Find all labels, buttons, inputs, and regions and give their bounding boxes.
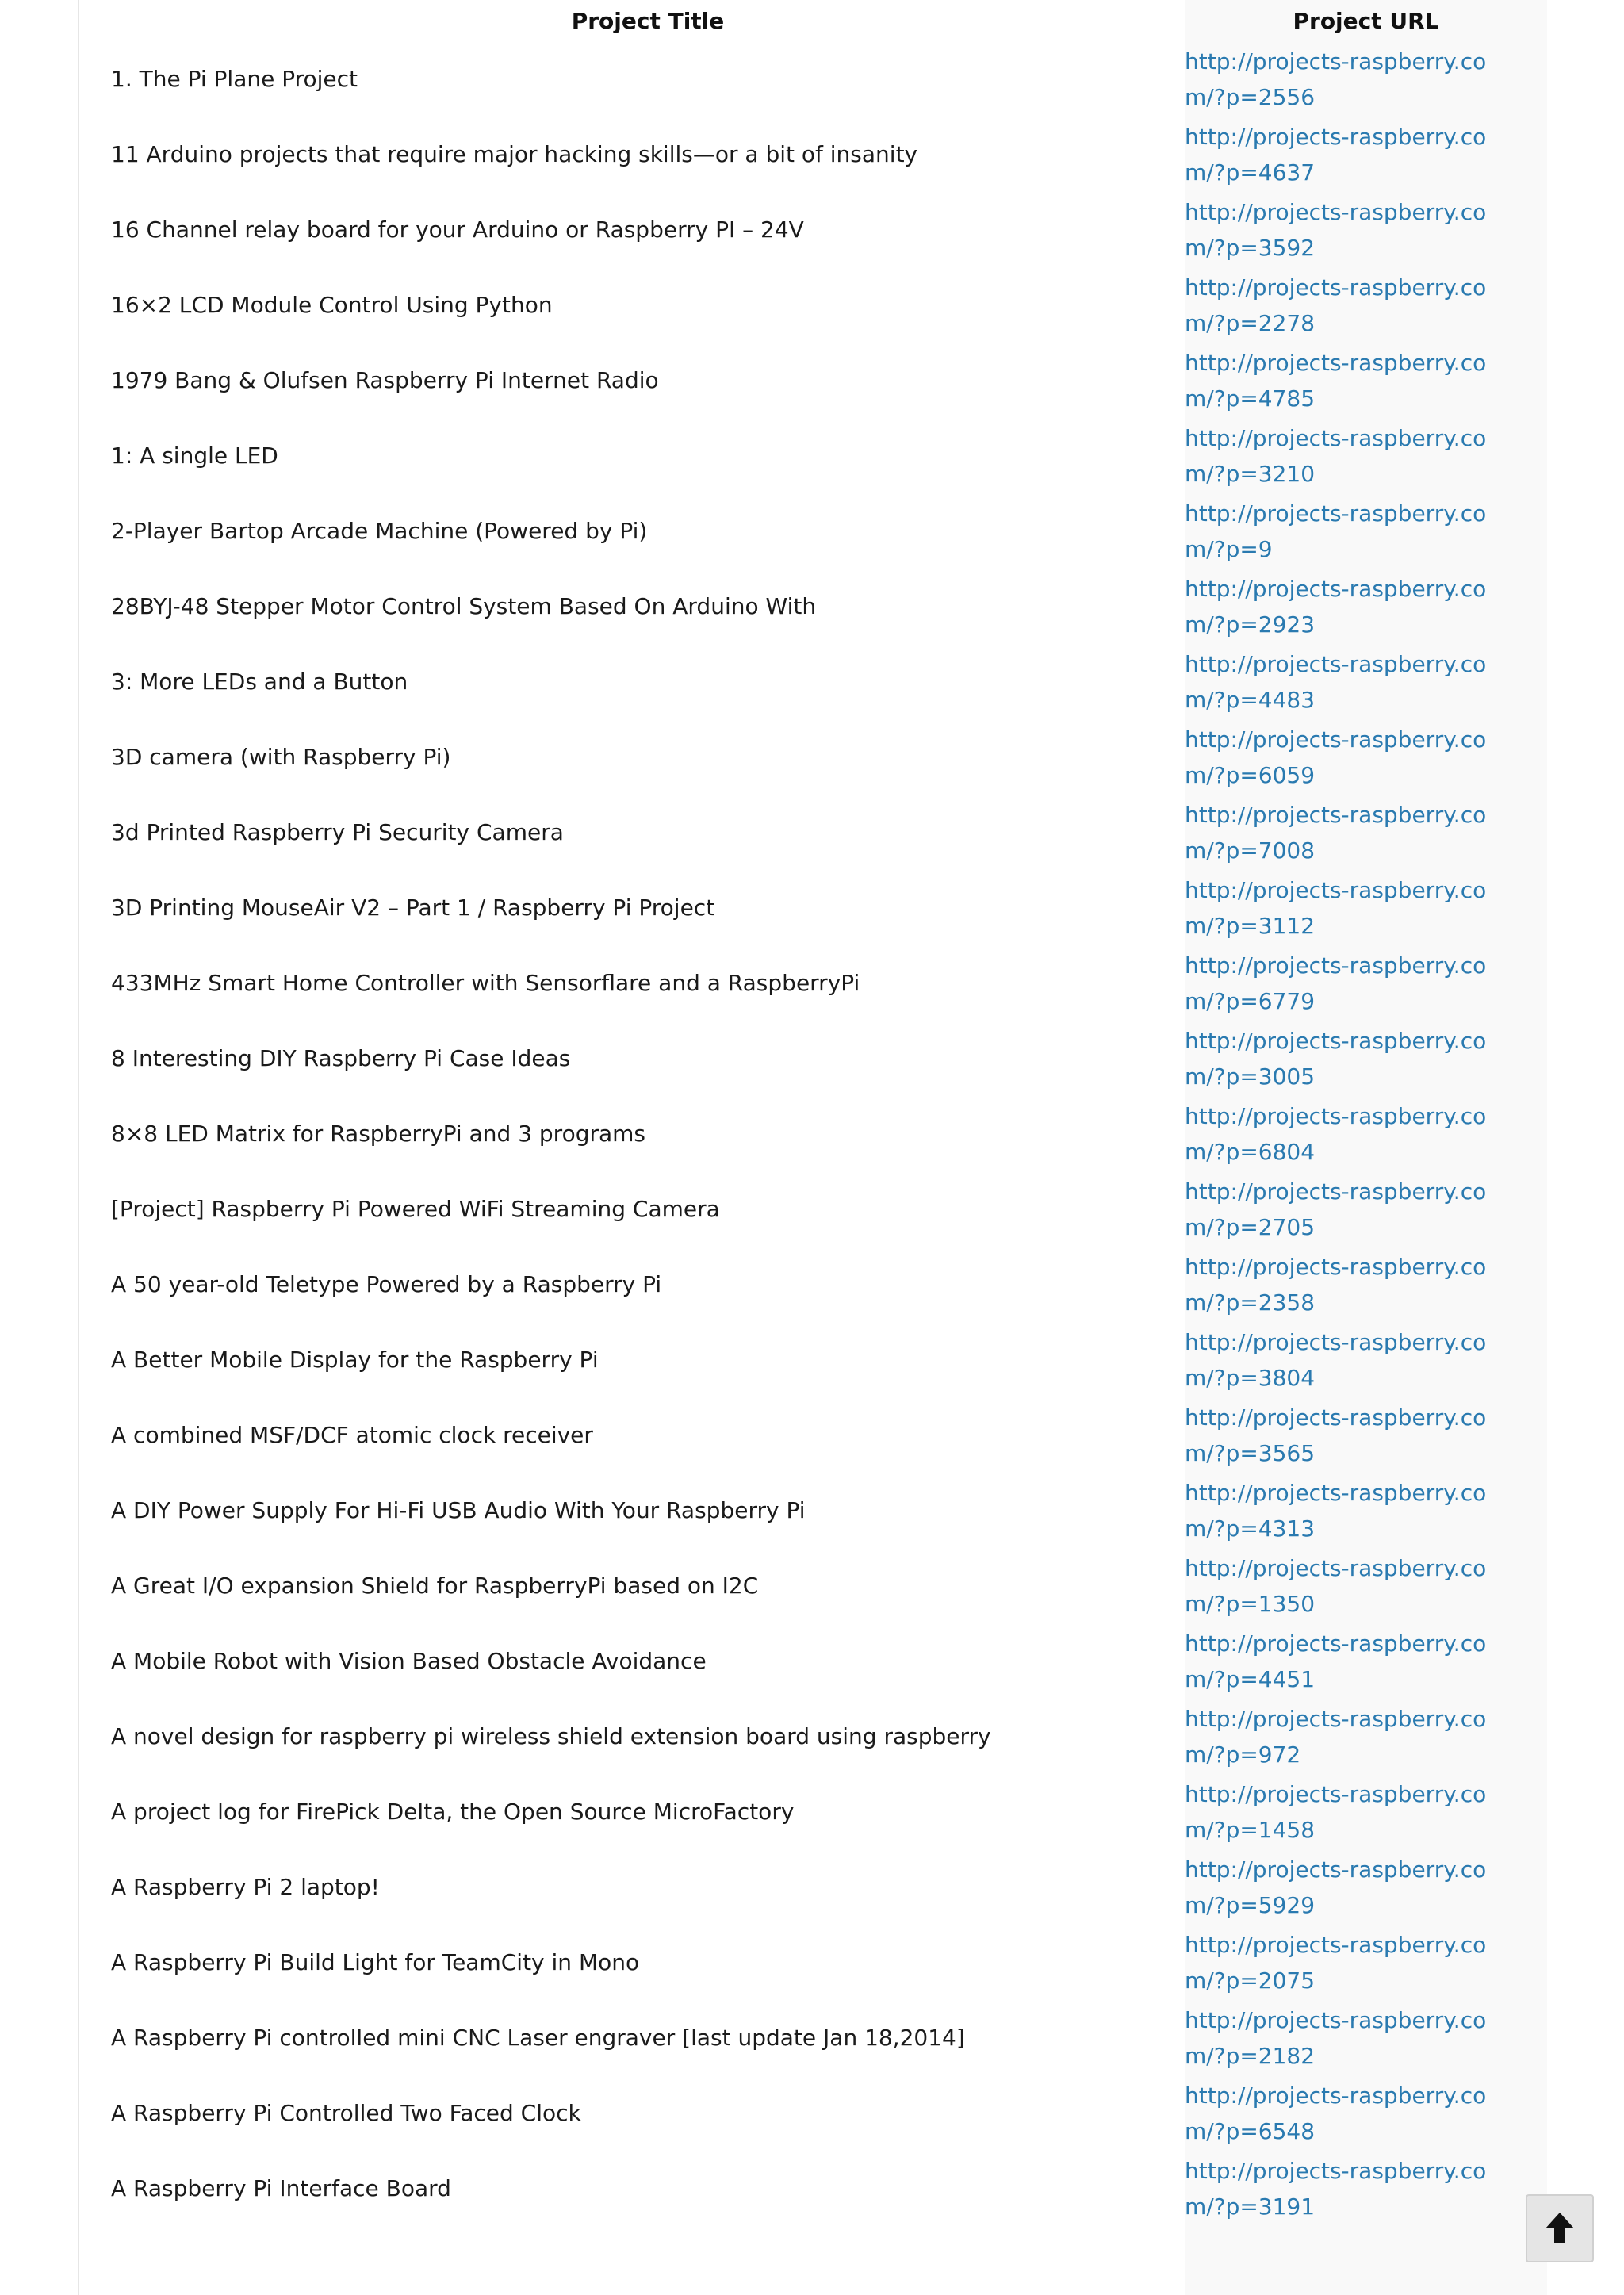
project-url-link[interactable]: http://projects-raspberry.com/?p=3210 <box>1185 424 1487 487</box>
project-url-cell <box>1185 1322 1547 1397</box>
table-row <box>79 1021 1547 1096</box>
project-url-cell <box>1185 2000 1547 2075</box>
project-title-cell: 8×8 LED Matrix for RaspberryPi and 3 programs <box>111 1121 646 1147</box>
project-url-link[interactable]: http://projects-raspberry.com/?p=6548 <box>1185 2082 1487 2144</box>
table-row <box>79 644 1547 719</box>
project-url-link[interactable]: http://projects-raspberry.com/?p=4313 <box>1185 1479 1487 1542</box>
table-row <box>79 2075 1547 2151</box>
table-row <box>79 1096 1547 1171</box>
project-url-cell <box>1185 117 1547 192</box>
table-row <box>79 945 1547 1021</box>
project-url-link[interactable]: http://projects-raspberry.com/?p=4785 <box>1185 349 1487 412</box>
table-row <box>79 1925 1547 2000</box>
project-url-link[interactable]: http://projects-raspberry.com/?p=5929 <box>1185 1856 1487 1918</box>
project-title-cell: A Raspberry Pi controlled mini CNC Laser engraver [last update Jan 18,2014] <box>111 2025 965 2051</box>
project-title-cell: A project log for FirePick Delta, the Open Source MicroFactory <box>111 1799 795 1825</box>
project-url-cell <box>1185 1699 1547 1774</box>
project-url-cell <box>1185 2151 1547 2226</box>
project-url-cell <box>1185 644 1547 719</box>
table-row <box>79 117 1547 192</box>
table-row <box>79 1774 1547 1849</box>
project-url-link[interactable]: http://projects-raspberry.com/?p=6779 <box>1185 952 1487 1014</box>
project-url-link[interactable]: http://projects-raspberry.com/?p=2075 <box>1185 1931 1487 1994</box>
project-url-link[interactable]: http://projects-raspberry.com/?p=2556 <box>1185 48 1487 110</box>
project-title-cell: [Project] Raspberry Pi Powered WiFi Streaming Camera <box>111 1196 720 1222</box>
project-url-cell <box>1185 719 1547 795</box>
project-url-cell <box>1185 192 1547 267</box>
table-header-row <box>79 0 1547 41</box>
project-title-cell: A DIY Power Supply For Hi-Fi USB Audio With Your Raspberry Pi <box>111 1497 806 1523</box>
project-title-cell: 8 Interesting DIY Raspberry Pi Case Ideas <box>111 1045 571 1071</box>
table-row <box>79 2000 1547 2075</box>
scroll-to-top-button[interactable] <box>1526 2194 1594 2262</box>
table-row <box>79 870 1547 945</box>
project-url-cell <box>1185 267 1547 343</box>
table-row <box>79 569 1547 644</box>
project-url-link[interactable]: http://projects-raspberry.com/?p=7008 <box>1185 801 1487 864</box>
table-row <box>79 1397 1547 1473</box>
project-title-cell: 11 Arduino projects that require major hacking skills—or a bit of insanity <box>111 141 918 167</box>
project-title-cell: 16 Channel relay board for your Arduino or Raspberry PI – 24V <box>111 216 804 243</box>
project-url-link[interactable]: http://projects-raspberry.com/?p=3592 <box>1185 198 1487 261</box>
arrow-up-icon <box>1544 2211 1576 2246</box>
project-title-cell: A Better Mobile Display for the Raspberry Pi <box>111 1347 599 1373</box>
table-row <box>79 1623 1547 1699</box>
project-title-cell: 3D Printing MouseAir V2 – Part 1 / Raspberry Pi Project <box>111 895 715 921</box>
project-title-cell: 2-Player Bartop Arcade Machine (Powered by Pi) <box>111 518 648 544</box>
project-title-cell: A combined MSF/DCF atomic clock receiver <box>111 1422 593 1448</box>
header-project-title: Project Title <box>571 7 725 34</box>
project-url-cell <box>1185 2075 1547 2151</box>
project-url-link[interactable]: http://projects-raspberry.com/?p=1350 <box>1185 1554 1487 1617</box>
projects-table <box>79 0 1547 2226</box>
project-url-cell <box>1185 493 1547 569</box>
project-title-cell: A novel design for raspberry pi wireless shield extension board using raspberry <box>111 1723 991 1749</box>
project-url-link[interactable]: http://projects-raspberry.com/?p=972 <box>1185 1705 1487 1768</box>
table-row <box>79 343 1547 418</box>
table-row <box>79 493 1547 569</box>
project-title-cell: A Raspberry Pi Build Light for TeamCity in Mono <box>111 1949 640 1975</box>
table-row <box>79 795 1547 870</box>
table-row <box>79 1473 1547 1548</box>
project-title-cell: 3d Printed Raspberry Pi Security Camera <box>111 819 564 845</box>
project-url-link[interactable]: http://projects-raspberry.com/?p=4483 <box>1185 650 1487 713</box>
header-project-url: Project URL <box>1293 7 1439 34</box>
project-title-cell: 1979 Bang & Olufsen Raspberry Pi Internet Radio <box>111 367 659 393</box>
table-row <box>79 418 1547 493</box>
project-url-link[interactable]: http://projects-raspberry.com/?p=3191 <box>1185 2157 1487 2220</box>
project-title-cell: A Great I/O expansion Shield for RaspberryPi based on I2C <box>111 1573 759 1599</box>
project-title-cell: A Raspberry Pi 2 laptop! <box>111 1874 380 1900</box>
project-url-cell <box>1185 1247 1547 1322</box>
project-url-link[interactable]: http://projects-raspberry.com/?p=9 <box>1185 500 1487 562</box>
project-url-link[interactable]: http://projects-raspberry.com/?p=4451 <box>1185 1630 1487 1692</box>
project-title-cell: 433MHz Smart Home Controller with Sensorflare and a RaspberryPi <box>111 970 860 996</box>
project-url-link[interactable]: http://projects-raspberry.com/?p=2278 <box>1185 274 1487 336</box>
project-url-link[interactable]: http://projects-raspberry.com/?p=1458 <box>1185 1780 1487 1843</box>
project-title-cell: 3: More LEDs and a Button <box>111 669 408 695</box>
project-url-link[interactable]: http://projects-raspberry.com/?p=3112 <box>1185 876 1487 939</box>
table-row <box>79 192 1547 267</box>
project-url-cell <box>1185 1849 1547 1925</box>
project-title-cell: A Mobile Robot with Vision Based Obstacle Avoidance <box>111 1648 707 1674</box>
project-url-link[interactable]: http://projects-raspberry.com/?p=2923 <box>1185 575 1487 638</box>
project-url-cell <box>1185 1473 1547 1548</box>
table-row <box>79 267 1547 343</box>
project-url-cell <box>1185 945 1547 1021</box>
content-panel <box>78 0 1547 2295</box>
project-url-cell <box>1185 1548 1547 1623</box>
project-url-link[interactable]: http://projects-raspberry.com/?p=3565 <box>1185 1404 1487 1466</box>
project-url-cell <box>1185 1397 1547 1473</box>
project-title-cell: 16×2 LCD Module Control Using Python <box>111 292 553 318</box>
project-url-cell <box>1185 1021 1547 1096</box>
table-row <box>79 1849 1547 1925</box>
table-row <box>79 1247 1547 1322</box>
table-row <box>79 719 1547 795</box>
project-title-cell: A 50 year-old Teletype Powered by a Raspberry Pi <box>111 1271 662 1297</box>
table-row <box>79 41 1547 117</box>
project-title-cell: 28BYJ-48 Stepper Motor Control System Based On Arduino With <box>111 593 817 619</box>
table-row <box>79 1548 1547 1623</box>
project-url-link[interactable]: http://projects-raspberry.com/?p=2705 <box>1185 1178 1487 1240</box>
table-row <box>79 1171 1547 1247</box>
project-url-cell <box>1185 1096 1547 1171</box>
project-url-link[interactable]: http://projects-raspberry.com/?p=2182 <box>1185 2006 1487 2069</box>
project-url-cell <box>1185 1774 1547 1849</box>
project-url-cell <box>1185 870 1547 945</box>
table-row <box>79 1699 1547 1774</box>
table-row <box>79 2151 1547 2226</box>
project-url-link[interactable]: http://projects-raspberry.com/?p=4637 <box>1185 123 1487 186</box>
project-title-cell: 3D camera (with Raspberry Pi) <box>111 744 451 770</box>
project-url-cell <box>1185 1925 1547 2000</box>
project-url-link[interactable]: http://projects-raspberry.com/?p=3005 <box>1185 1027 1487 1090</box>
project-url-cell <box>1185 418 1547 493</box>
project-title-cell: A Raspberry Pi Controlled Two Faced Clock <box>111 2100 581 2126</box>
project-title-cell: 1: A single LED <box>111 443 278 469</box>
table-row <box>79 1322 1547 1397</box>
project-title-cell: A Raspberry Pi Interface Board <box>111 2175 451 2201</box>
project-url-cell <box>1185 1171 1547 1247</box>
project-url-cell <box>1185 41 1547 117</box>
project-url-cell <box>1185 1623 1547 1699</box>
project-url-cell <box>1185 569 1547 644</box>
project-url-link[interactable]: http://projects-raspberry.com/?p=6804 <box>1185 1102 1487 1165</box>
table-body <box>79 41 1547 2226</box>
project-url-link[interactable]: http://projects-raspberry.com/?p=2358 <box>1185 1253 1487 1316</box>
project-title-cell: 1. The Pi Plane Project <box>111 66 358 92</box>
project-url-cell <box>1185 343 1547 418</box>
project-url-link[interactable]: http://projects-raspberry.com/?p=6059 <box>1185 726 1487 788</box>
project-url-cell <box>1185 795 1547 870</box>
project-url-link[interactable]: http://projects-raspberry.com/?p=3804 <box>1185 1328 1487 1391</box>
